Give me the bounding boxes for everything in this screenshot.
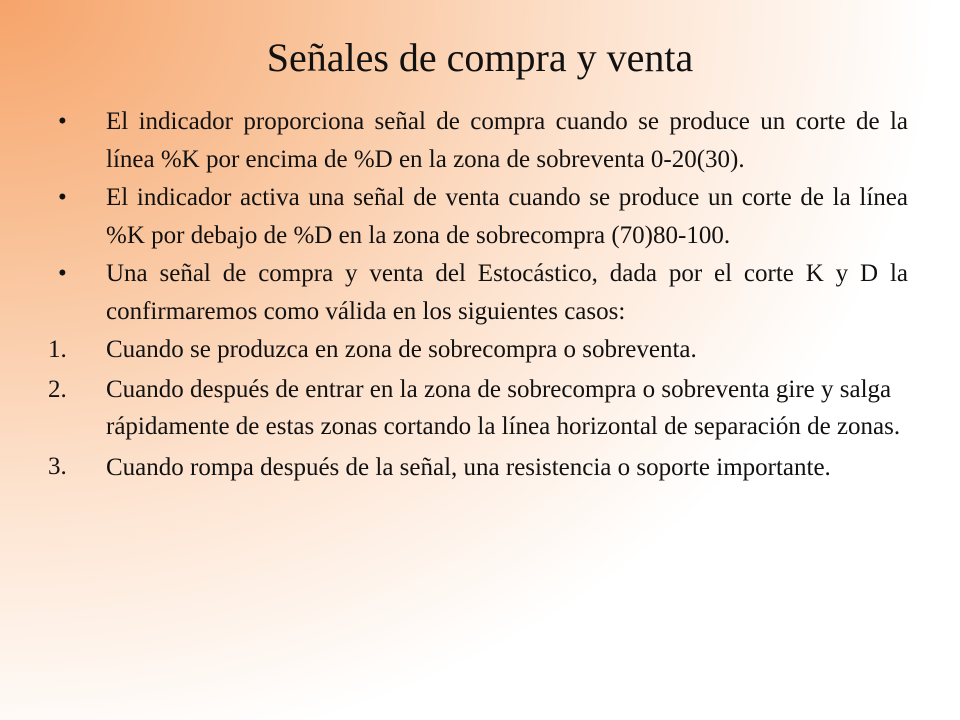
bullet-marker: • — [58, 108, 67, 135]
number-marker: 3. — [48, 453, 67, 480]
numbered-item-3 — [48, 448, 908, 488]
bullet-item-3 — [48, 255, 908, 331]
numbered-item-2 — [48, 371, 908, 445]
numbered-item-1 — [48, 331, 908, 368]
number-marker: 2. — [48, 376, 67, 403]
slide-content — [48, 103, 908, 488]
numbered-text: Cuando después de entrar en la zona de sobrecompra o sobreventa gire y salga rápidamente de estas zonas cortando la línea horizontal de separación de zonas. — [106, 376, 901, 440]
bullet-marker: • — [58, 260, 67, 287]
numbered-text: Cuando rompa después de la señal, una resistencia o soporte importante. — [106, 454, 831, 481]
slide-title: Señales de compra y venta — [266, 35, 694, 80]
bullet-text: El indicador proporciona señal de compra cuando se produce un corte de la línea %K por encima de %D en la zona de sobreventa 0-20(30). — [106, 108, 908, 173]
bullet-text: Una señal de compra y venta del Estocástico, dada por el corte K y D la confirmaremos como válida en los siguientes casos: — [106, 260, 908, 325]
bullet-item-2 — [48, 179, 908, 255]
bullet-marker: • — [58, 184, 67, 211]
number-marker: 1. — [48, 336, 67, 363]
bullet-text: El indicador activa una señal de venta cuando se produce un corte de la línea %K por debajo de %D en la zona de sobrecompra (70)80-100. — [106, 184, 908, 249]
numbered-text: Cuando se produzca en zona de sobrecompra o sobreventa. — [106, 336, 697, 363]
bullet-item-1 — [48, 103, 908, 179]
